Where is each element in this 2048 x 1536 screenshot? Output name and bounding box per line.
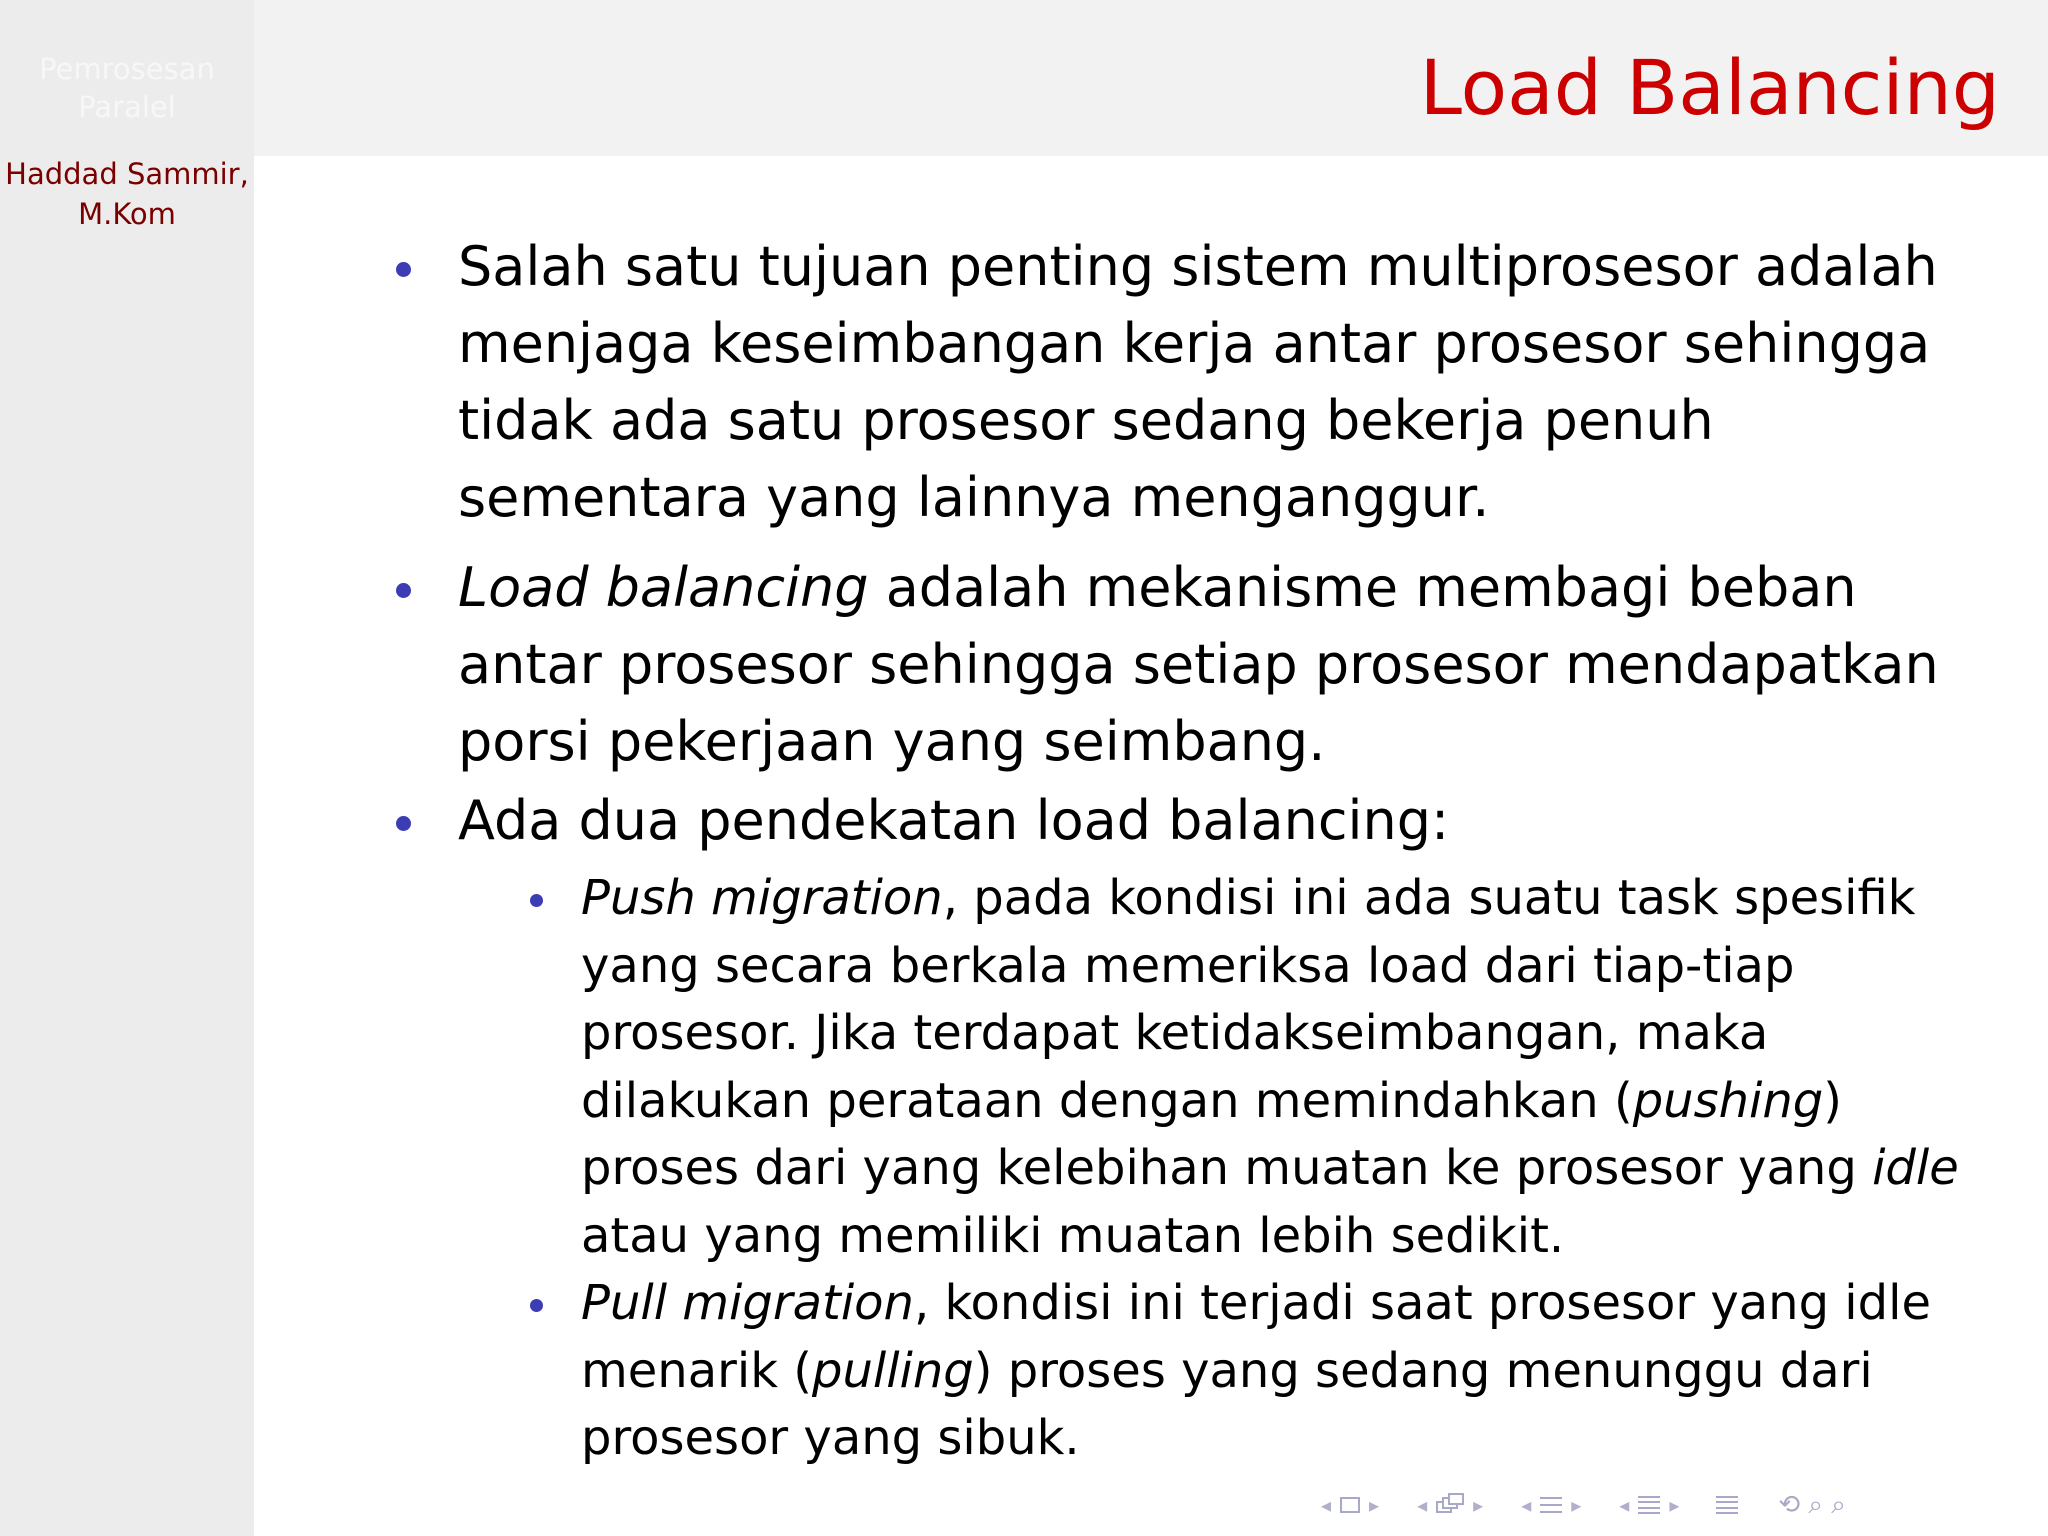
nav-tools	[1778, 1490, 1845, 1521]
frame-title: Load Balancing	[1419, 43, 2000, 132]
next-subsection-arrow-icon[interactable]: ▸	[1473, 1493, 1484, 1517]
sub-bullet-icon	[530, 1299, 543, 1312]
sub-bullet-list	[458, 865, 1998, 1473]
frame-header	[254, 0, 2048, 156]
next-section-arrow-icon[interactable]: ▸	[1571, 1493, 1582, 1517]
bullet-list	[458, 228, 1998, 1486]
sidebar	[0, 0, 254, 1536]
list-item	[458, 782, 1998, 1473]
back-search-icons[interactable]: ⟲ ⌕ ⌕	[1778, 1489, 1846, 1520]
sidebar-presentation-title[interactable]: Pemrosesan Paralel	[39, 52, 215, 124]
sidebar-author: Haddad Sammir, M.Kom	[5, 157, 249, 231]
sub-bullet-icon	[530, 894, 543, 907]
beamer-navigation-bar	[1316, 1490, 1846, 1520]
section-icon[interactable]	[1540, 1494, 1562, 1516]
prev-section-arrow-icon[interactable]: ◂	[1521, 1493, 1532, 1517]
bullet-icon	[396, 816, 411, 831]
prev-document-arrow-icon[interactable]: ◂	[1619, 1493, 1630, 1517]
frame-icon[interactable]	[1340, 1497, 1360, 1513]
sub-item-term: Push migration	[581, 870, 943, 926]
sub-item-text: , pada kondisi ini ada suatu task spesifik yang secara berkala memeriksa load dari tiap-tiap prosesor. Jika terdapat ketidakseimbangan, maka dilakukan perataan dengan memindahkan (	[581, 870, 1916, 1129]
sub-item-text: atau yang memiliki muatan lebih sedikit.	[581, 1207, 1565, 1264]
bullet-icon	[396, 262, 411, 277]
nav-subsection-group	[1412, 1490, 1488, 1520]
list-item	[458, 549, 1998, 780]
sub-item-term: Pull migration	[581, 1275, 914, 1331]
subsection-icon[interactable]	[1436, 1493, 1464, 1517]
next-document-arrow-icon[interactable]: ▸	[1669, 1493, 1680, 1517]
nav-appendix-group	[1712, 1494, 1742, 1516]
sub-list-item	[581, 865, 1998, 1270]
nav-document-group	[1614, 1490, 1684, 1520]
sub-item-text: , kondisi ini terjadi saat prosesor yang idle menarik (	[581, 1275, 1931, 1399]
slide-content	[254, 156, 2048, 1476]
item-text: Salah satu tujuan penting sistem multiprosesor adalah menjaga keseimbangan kerja antar prosesor sehingga tidak ada satu prosesor sedang bekerja penuh sementara yang lainnya menganggur.	[458, 235, 1938, 529]
sub-item-emphasis: pulling	[811, 1342, 974, 1399]
prev-frame-arrow-icon[interactable]: ◂	[1321, 1493, 1332, 1517]
nav-section-group	[1516, 1490, 1586, 1520]
sub-item-text: ) proses yang sedang menunggu dari prosesor yang sibuk.	[581, 1342, 1873, 1466]
sub-item-text: ) proses dari yang kelebihan muatan ke prosesor yang	[581, 1072, 1873, 1196]
document-icon[interactable]	[1638, 1494, 1660, 1516]
list-item	[458, 228, 1998, 536]
item-text: Ada dua pendekatan load balancing:	[458, 789, 1450, 852]
sub-list-item	[581, 1270, 1998, 1473]
item-term: Load balancing	[458, 556, 869, 619]
sub-item-emphasis: idle	[1872, 1140, 1959, 1196]
next-frame-arrow-icon[interactable]: ▸	[1369, 1493, 1380, 1517]
appendix-icon[interactable]	[1716, 1494, 1738, 1516]
prev-subsection-arrow-icon[interactable]: ◂	[1417, 1493, 1428, 1517]
sub-item-emphasis: pushing	[1632, 1072, 1824, 1129]
item-text: adalah mekanisme membagi beban antar prosesor sehingga setiap prosesor mendapatkan porsi pekerjaan yang seimbang.	[458, 556, 1939, 773]
nav-frame-group	[1316, 1490, 1384, 1520]
bullet-icon	[396, 583, 411, 598]
